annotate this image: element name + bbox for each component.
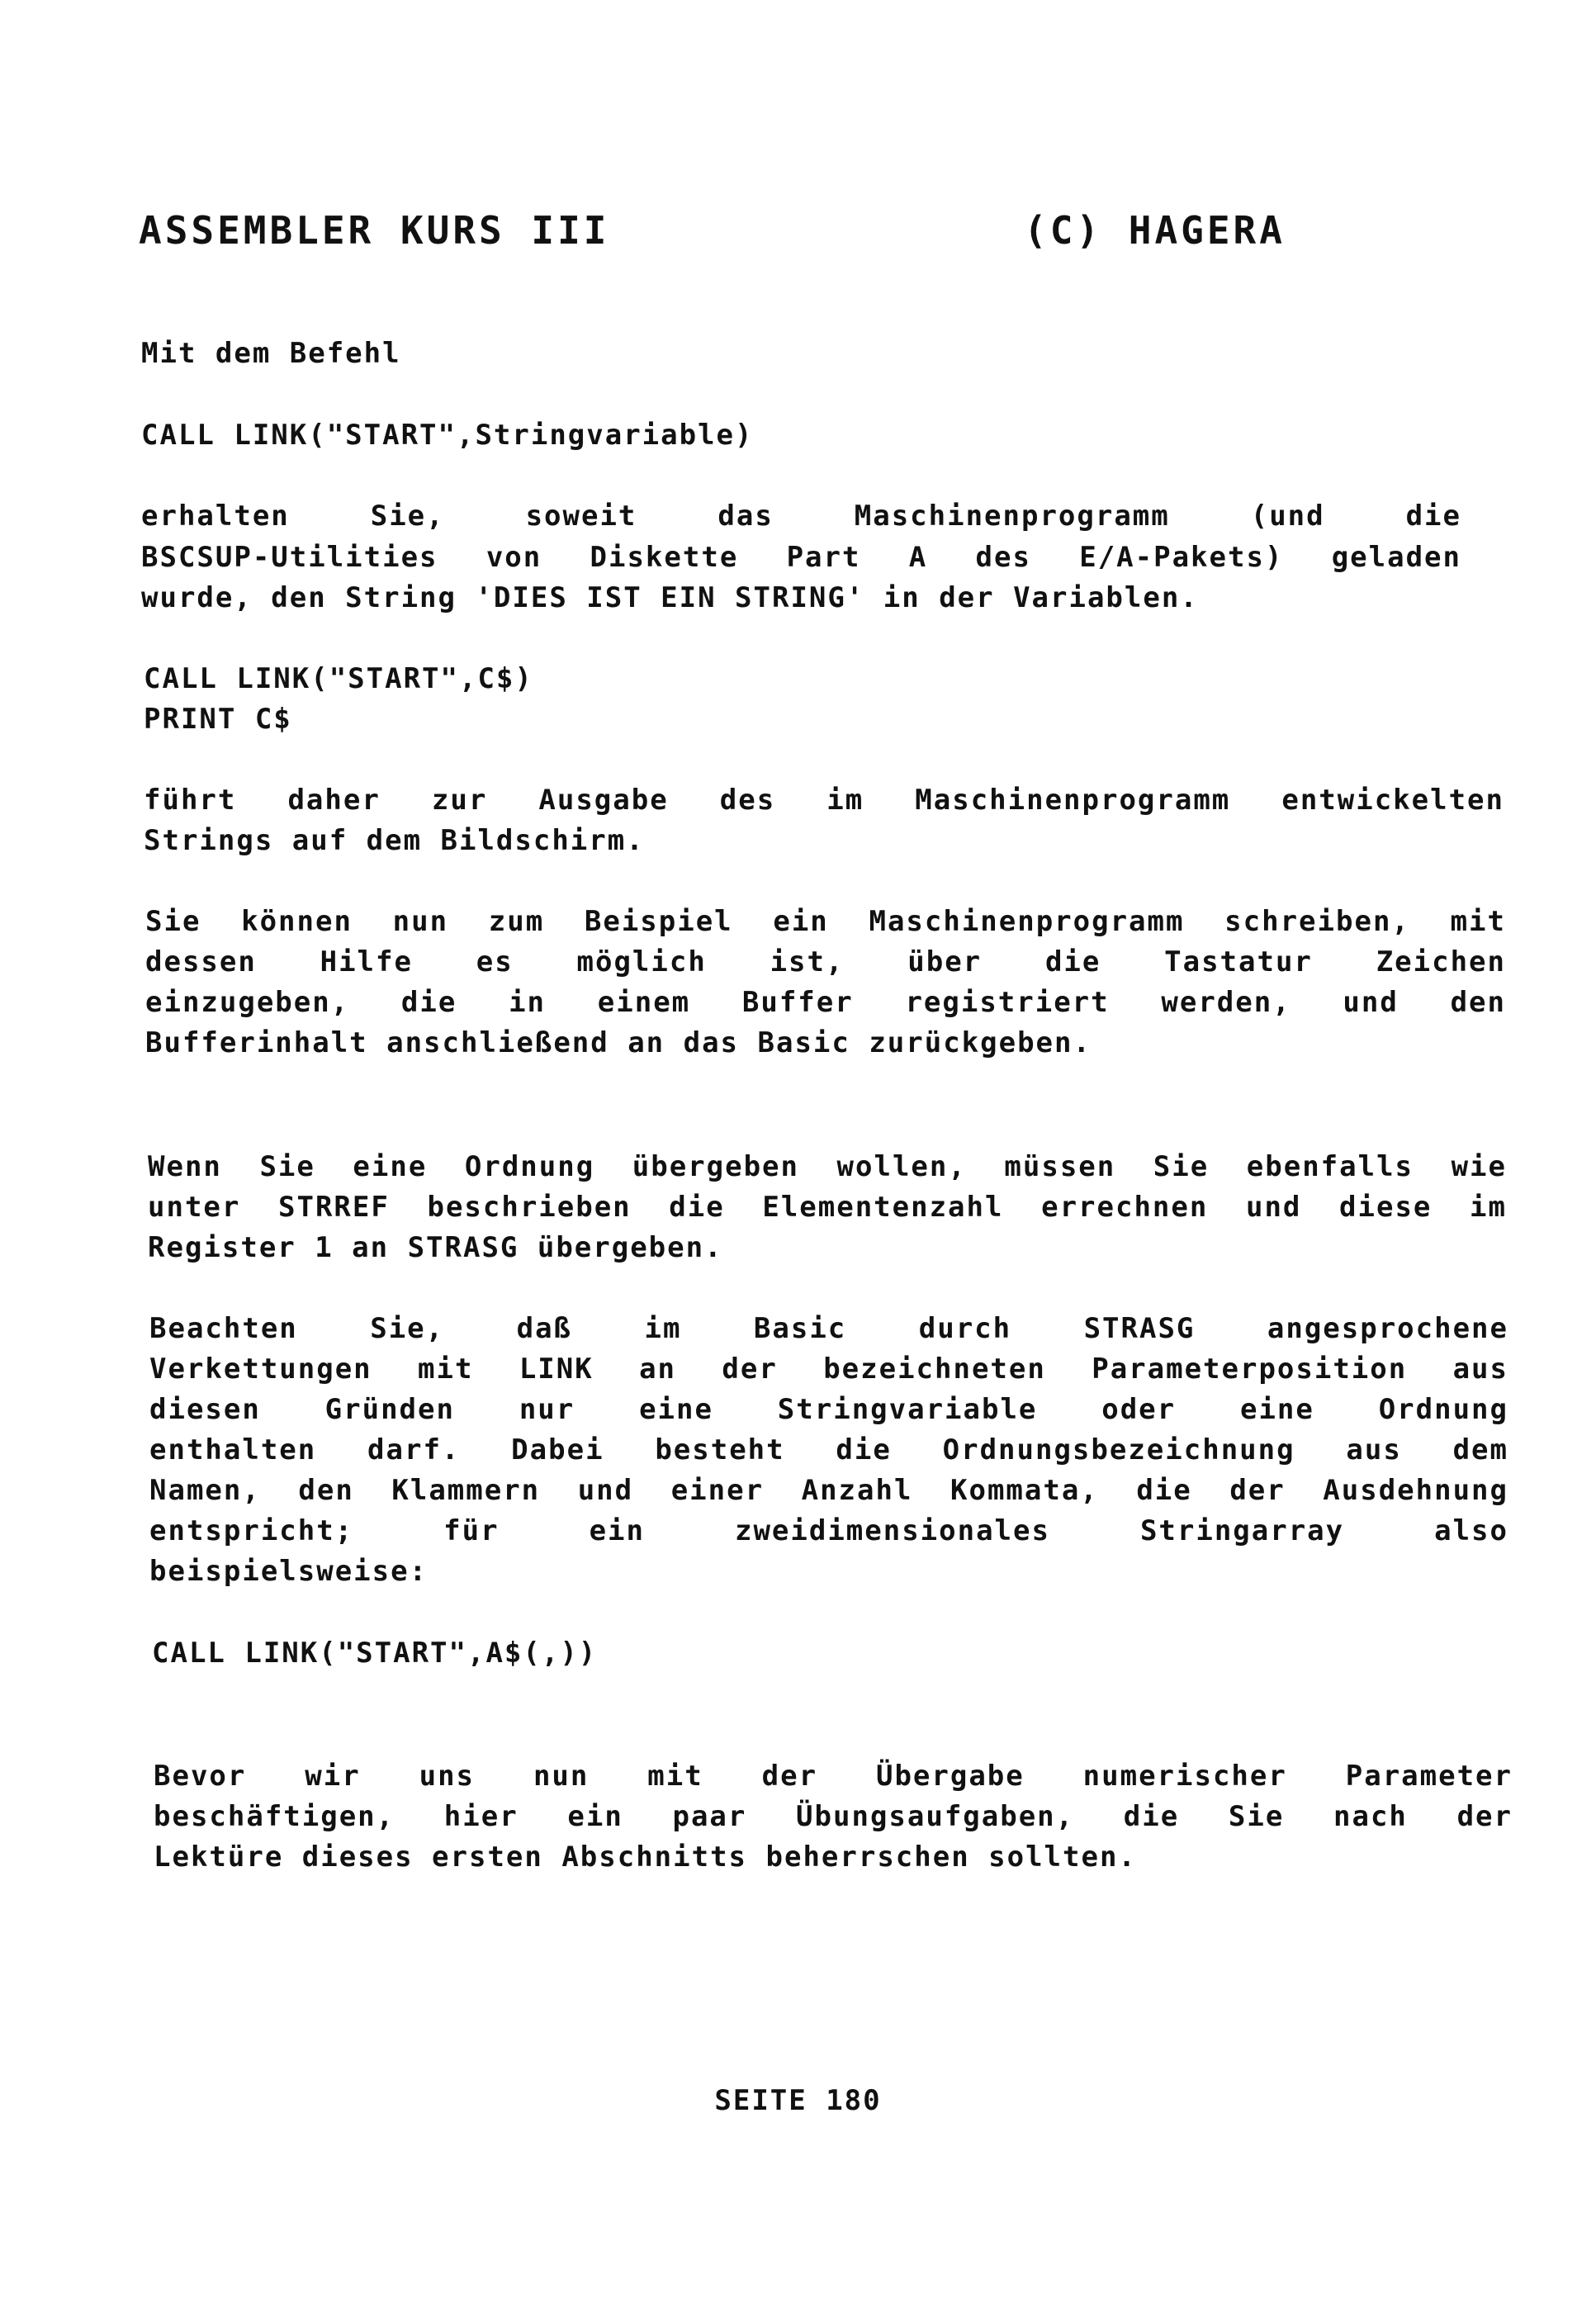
- paragraph-line: enthalten darf. Dabei besteht die Ordnungsbezeichnung aus dem: [149, 1433, 1508, 1466]
- paragraph-line: Sie können nun zum Beispiel ein Maschinenprogramm schreiben, mit: [145, 905, 1506, 938]
- paragraph-line: Beachten Sie, daß im Basic durch STRASG angesprochene: [149, 1312, 1508, 1345]
- code-line-1: CALL LINK("START",Stringvariable): [141, 419, 754, 452]
- paragraph-line: beispielsweise:: [149, 1555, 429, 1588]
- paragraph-line: Wenn Sie eine Ordnung übergeben wollen, müssen Sie ebenfalls wie: [148, 1150, 1507, 1183]
- paragraph-line: unter STRREF beschrieben die Elementenzahl errechnen und diese im: [148, 1191, 1507, 1224]
- paragraph-line: führt daher zur Ausgabe des im Maschinenprogramm entwickelten: [144, 784, 1504, 817]
- paragraph-line: entspricht; für ein zweidimensionales Stringarray also: [149, 1514, 1508, 1547]
- page-number: SEITE 180: [714, 2084, 882, 2117]
- paragraph-line: erhalten Sie, soweit das Maschinenprogramm (und die: [141, 500, 1461, 533]
- paragraph-line: diesen Gründen nur eine Stringvariable oder eine Ordnung: [149, 1393, 1508, 1426]
- paragraph-line: Lektüre dieses ersten Abschnitts beherrschen sollten.: [154, 1841, 1137, 1874]
- code-line: CALL LINK("START",C$): [144, 662, 533, 695]
- paragraph-line: wurde, den String 'DIES IST EIN STRING' in der Variablen.: [141, 581, 1199, 614]
- paragraph-line: einzugeben, die in einem Buffer registriert werden, und den: [145, 986, 1506, 1019]
- paragraph-line: Bevor wir uns nun mit der Übergabe numerischer Parameter: [154, 1760, 1513, 1793]
- paragraph-line: Bufferinhalt anschließend an das Basic zurückgeben.: [145, 1026, 1092, 1059]
- code-line-3: CALL LINK("START",A$(,)): [152, 1637, 598, 1670]
- code-line: PRINT C$: [144, 703, 292, 736]
- paragraph-line: Verkettungen mit LINK an der bezeichneten Parameterposition aus: [149, 1353, 1508, 1386]
- header-course-title: ASSEMBLER KURS III: [139, 208, 610, 253]
- paragraph-line: BSCSUP-Utilities von Diskette Part A des E/A-Pakets) geladen: [141, 541, 1461, 574]
- paragraph-line: Strings auf dem Bildschirm.: [144, 824, 645, 857]
- paragraph-line: Register 1 an STRASG übergeben.: [148, 1231, 723, 1264]
- paragraph-line: Namen, den Klammern und einer Anzahl Kommata, die der Ausdehnung: [149, 1474, 1508, 1507]
- paragraph-line: beschäftigen, hier ein paar Übungsaufgaben, die Sie nach der: [154, 1800, 1513, 1833]
- intro-line: Mit dem Befehl: [141, 337, 401, 370]
- header-copyright: (C) HAGERA: [1024, 208, 1286, 253]
- paragraph-line: dessen Hilfe es möglich ist, über die Tastatur Zeichen: [145, 945, 1506, 978]
